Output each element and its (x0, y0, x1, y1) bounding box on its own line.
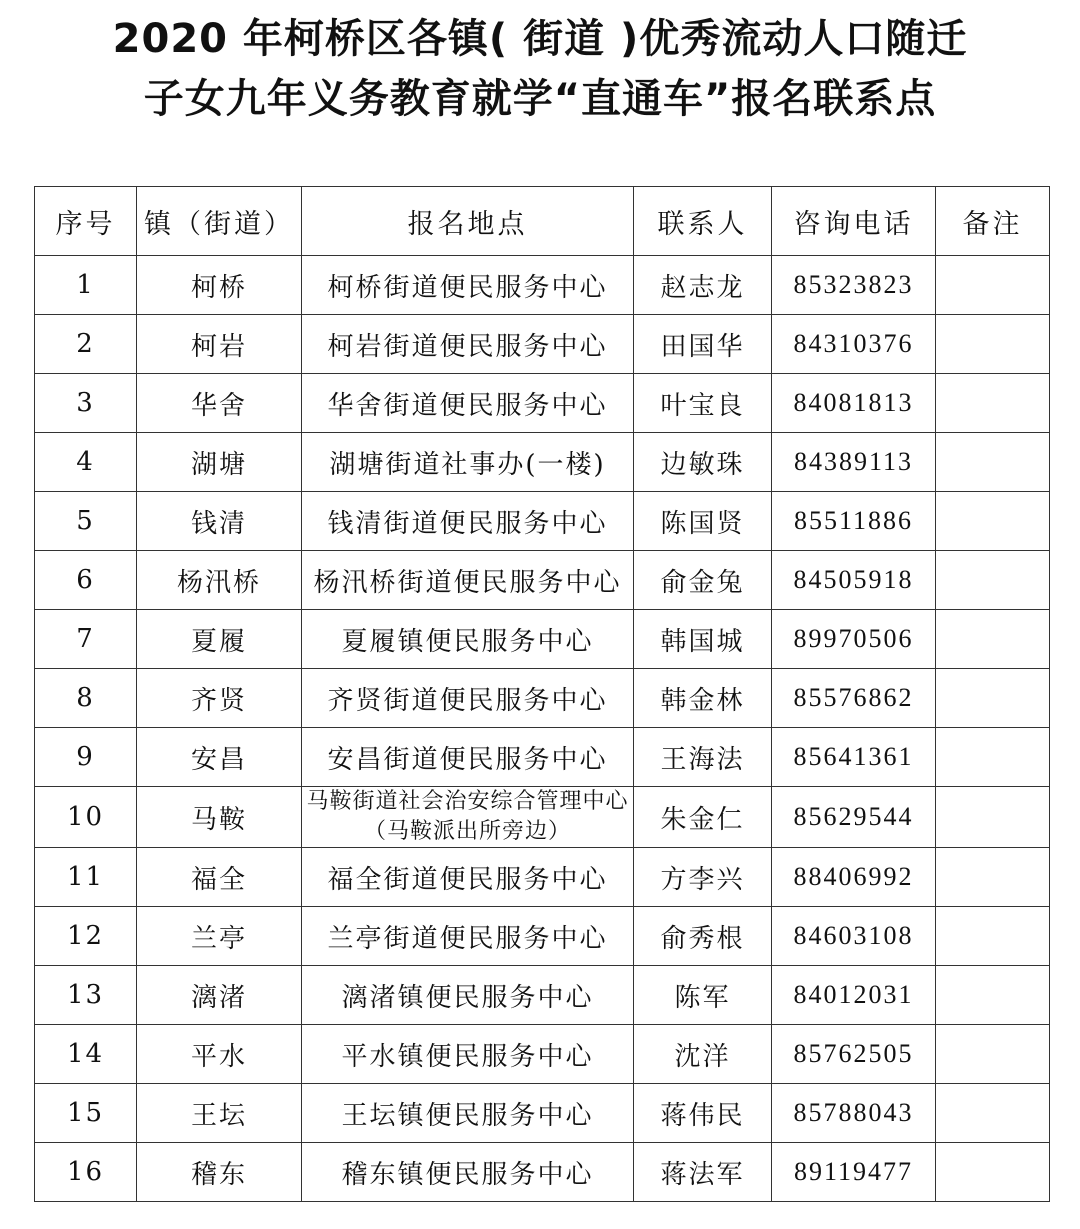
table-row (35, 433, 1050, 492)
table-row (35, 787, 1050, 848)
row-location: 马鞍街道社会治安综合管理中心（马鞍派出所旁边） (302, 787, 634, 848)
header-index: 序号 (35, 187, 137, 256)
row-remarks (936, 610, 1050, 669)
row-town: 福全 (137, 848, 302, 907)
table-row (35, 907, 1050, 966)
row-contact: 叶宝良 (634, 374, 772, 433)
row-phone: 84310376 (772, 315, 936, 374)
row-contact: 陈军 (634, 966, 772, 1025)
row-location: 夏履镇便民服务中心 (302, 610, 634, 669)
row-index: 12 (35, 907, 137, 966)
row-phone: 85788043 (772, 1084, 936, 1143)
row-town: 柯岩 (137, 315, 302, 374)
row-location: 华舍街道便民服务中心 (302, 374, 634, 433)
header-town: 镇（街道） (137, 187, 302, 256)
row-town: 稽东 (137, 1143, 302, 1202)
row-town: 漓渚 (137, 966, 302, 1025)
contact-table (34, 186, 1050, 1202)
row-remarks (936, 492, 1050, 551)
table-row (35, 848, 1050, 907)
row-phone: 85511886 (772, 492, 936, 551)
document-title-line-2: 子女九年义务教育就学“直通车”报名联系点 (143, 76, 937, 122)
row-remarks (936, 256, 1050, 315)
row-index: 15 (35, 1084, 137, 1143)
row-town: 柯桥 (137, 256, 302, 315)
row-contact: 俞金兔 (634, 551, 772, 610)
row-contact: 俞秀根 (634, 907, 772, 966)
row-location: 兰亭街道便民服务中心 (302, 907, 634, 966)
table-row (35, 374, 1050, 433)
row-contact: 蒋伟民 (634, 1084, 772, 1143)
row-contact: 韩金林 (634, 669, 772, 728)
row-town: 兰亭 (137, 907, 302, 966)
row-contact: 朱金仁 (634, 787, 772, 848)
row-location: 福全街道便民服务中心 (302, 848, 634, 907)
row-contact: 田国华 (634, 315, 772, 374)
row-location: 漓渚镇便民服务中心 (302, 966, 634, 1025)
row-location: 钱清街道便民服务中心 (302, 492, 634, 551)
row-town: 钱清 (137, 492, 302, 551)
row-phone: 84389113 (772, 433, 936, 492)
row-phone: 84012031 (772, 966, 936, 1025)
row-town: 安昌 (137, 728, 302, 787)
table-row (35, 256, 1050, 315)
row-town: 平水 (137, 1025, 302, 1084)
table-row (35, 1084, 1050, 1143)
table-row (35, 669, 1050, 728)
row-location: 稽东镇便民服务中心 (302, 1143, 634, 1202)
row-town: 华舍 (137, 374, 302, 433)
row-phone: 85323823 (772, 256, 936, 315)
row-phone: 84505918 (772, 551, 936, 610)
row-phone: 89119477 (772, 1143, 936, 1202)
row-contact: 边敏珠 (634, 433, 772, 492)
document-title-line-1: 2020 年柯桥区各镇( 街道 )优秀流动人口随迁 (112, 16, 968, 62)
row-phone: 85576862 (772, 669, 936, 728)
row-location: 王坛镇便民服务中心 (302, 1084, 634, 1143)
row-town: 王坛 (137, 1084, 302, 1143)
row-index: 10 (35, 787, 137, 848)
table-row (35, 728, 1050, 787)
row-index: 8 (35, 669, 137, 728)
table-row (35, 1025, 1050, 1084)
row-location: 安昌街道便民服务中心 (302, 728, 634, 787)
row-contact: 王海法 (634, 728, 772, 787)
row-index: 9 (35, 728, 137, 787)
row-location: 柯岩街道便民服务中心 (302, 315, 634, 374)
row-town: 齐贤 (137, 669, 302, 728)
row-index: 4 (35, 433, 137, 492)
header-contact: 联系人 (634, 187, 772, 256)
row-phone: 84081813 (772, 374, 936, 433)
header-phone: 咨询电话 (772, 187, 936, 256)
row-index: 13 (35, 966, 137, 1025)
row-contact: 方李兴 (634, 848, 772, 907)
row-contact: 沈洋 (634, 1025, 772, 1084)
table-body (35, 256, 1050, 1202)
row-contact: 蒋法军 (634, 1143, 772, 1202)
row-contact: 赵志龙 (634, 256, 772, 315)
row-location: 湖塘街道社事办(一楼) (302, 433, 634, 492)
row-remarks (936, 374, 1050, 433)
row-index: 5 (35, 492, 137, 551)
row-remarks (936, 787, 1050, 848)
row-remarks (936, 907, 1050, 966)
row-index: 16 (35, 1143, 137, 1202)
table-row (35, 610, 1050, 669)
row-location: 柯桥街道便民服务中心 (302, 256, 634, 315)
row-index: 14 (35, 1025, 137, 1084)
row-index: 2 (35, 315, 137, 374)
row-remarks (936, 848, 1050, 907)
row-phone: 88406992 (772, 848, 936, 907)
header-remarks: 备注 (936, 187, 1050, 256)
row-remarks (936, 1025, 1050, 1084)
row-remarks (936, 966, 1050, 1025)
row-location: 杨汛桥街道便民服务中心 (302, 551, 634, 610)
row-phone: 85629544 (772, 787, 936, 848)
table-row (35, 551, 1050, 610)
row-remarks (936, 551, 1050, 610)
row-phone: 84603108 (772, 907, 936, 966)
row-phone: 85762505 (772, 1025, 936, 1084)
row-contact: 陈国贤 (634, 492, 772, 551)
row-town: 夏履 (137, 610, 302, 669)
row-phone: 89970506 (772, 610, 936, 669)
row-index: 7 (35, 610, 137, 669)
table-header-row (35, 187, 1050, 256)
row-remarks (936, 669, 1050, 728)
row-index: 1 (35, 256, 137, 315)
row-town: 杨汛桥 (137, 551, 302, 610)
table-row (35, 966, 1050, 1025)
row-index: 11 (35, 848, 137, 907)
row-remarks (936, 433, 1050, 492)
row-remarks (936, 728, 1050, 787)
header-location: 报名地点 (302, 187, 634, 256)
row-index: 3 (35, 374, 137, 433)
table-row (35, 315, 1050, 374)
row-town: 湖塘 (137, 433, 302, 492)
row-index: 6 (35, 551, 137, 610)
row-remarks (936, 1084, 1050, 1143)
row-location: 齐贤街道便民服务中心 (302, 669, 634, 728)
row-location: 平水镇便民服务中心 (302, 1025, 634, 1084)
row-town: 马鞍 (137, 787, 302, 848)
table-row (35, 1143, 1050, 1202)
row-remarks (936, 315, 1050, 374)
row-remarks (936, 1143, 1050, 1202)
table-row (35, 492, 1050, 551)
row-phone: 85641361 (772, 728, 936, 787)
row-contact: 韩国城 (634, 610, 772, 669)
